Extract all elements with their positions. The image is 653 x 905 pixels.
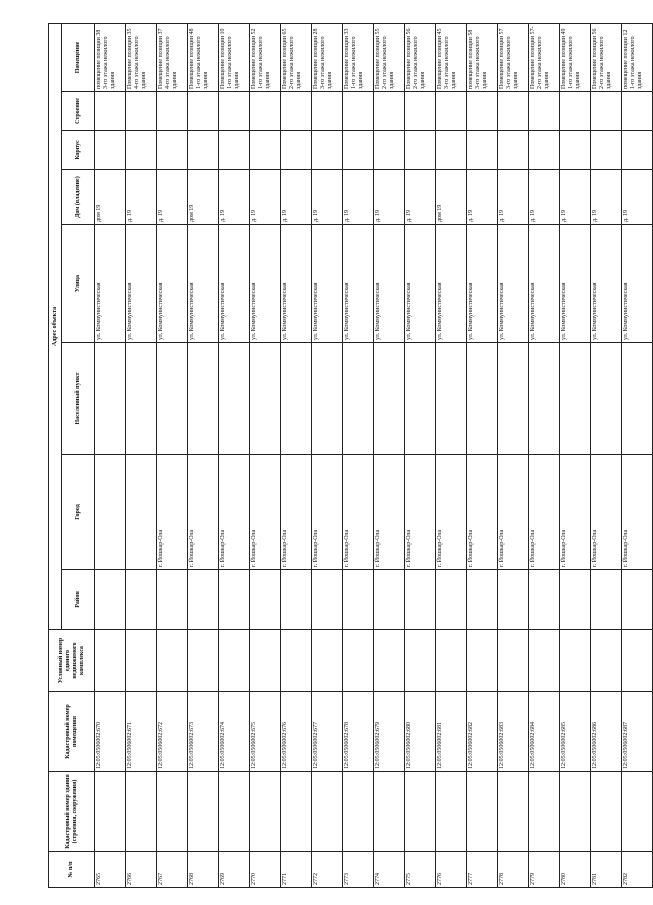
cell-street: ул. Коммунистическая <box>126 225 157 343</box>
cell-building-cadastral <box>95 772 126 852</box>
cell-room-cadastral: 12:05:0506002:684 <box>529 692 560 772</box>
cell-room-cadastral: 12:05:0506002:673 <box>188 692 219 772</box>
cell-num: 2772 <box>312 852 343 888</box>
table-row <box>126 23 157 887</box>
cell-house: д. 19 <box>591 170 622 225</box>
cell-corpus <box>467 131 498 170</box>
cell-room: Помещение позиции 65 2-го этажа нежилого здания <box>281 23 312 91</box>
cell-district <box>95 570 126 630</box>
header-district: Район <box>62 570 95 630</box>
cell-street: ул. Коммунистическая <box>591 225 622 343</box>
cell-district <box>281 570 312 630</box>
cell-building <box>405 92 436 131</box>
cell-room: Помещение позиции 55 2-го этажа нежилого здания <box>374 23 405 91</box>
table-row <box>312 23 343 887</box>
cell-complex-number <box>250 630 281 692</box>
cell-room: Помещение позиции 37 4-го этажа нежилого здания <box>157 23 188 91</box>
cell-house: д. 19 <box>560 170 591 225</box>
header-settlement: Населенный пункт <box>62 343 95 455</box>
cell-street: ул. Коммунистическая <box>405 225 436 343</box>
cell-room-cadastral: 12:05:0506002:681 <box>436 692 467 772</box>
cell-complex-number <box>467 630 498 692</box>
cell-house: дом 19 <box>95 170 126 225</box>
header-room-cadastral: Кадастровый номер помещения <box>49 692 95 772</box>
cell-room: помещение позиции 58 3-го этажа нежилого здания <box>467 23 498 91</box>
cell-settlement <box>126 343 157 455</box>
cell-room-cadastral: 12:05:0506002:675 <box>250 692 281 772</box>
cell-building-cadastral <box>560 772 591 852</box>
cell-building <box>467 92 498 131</box>
header-corpus: Корпус <box>62 131 95 170</box>
cell-room-cadastral: 12:05:0506002:685 <box>560 692 591 772</box>
table-row <box>622 23 653 887</box>
table-row <box>529 23 560 887</box>
cell-street: ул. Коммунистическая <box>529 225 560 343</box>
cell-building-cadastral <box>374 772 405 852</box>
table-row <box>188 23 219 887</box>
cell-complex-number <box>219 630 250 692</box>
cell-settlement <box>281 343 312 455</box>
cell-district <box>343 570 374 630</box>
cell-settlement <box>157 343 188 455</box>
cell-street: ул. Коммунистическая <box>436 225 467 343</box>
cell-house: д. 19 <box>529 170 560 225</box>
cell-settlement <box>498 343 529 455</box>
cell-building <box>250 92 281 131</box>
cell-settlement <box>343 343 374 455</box>
register-table <box>48 23 653 888</box>
cell-city <box>126 455 157 570</box>
cell-corpus <box>126 131 157 170</box>
cell-complex-number <box>591 630 622 692</box>
cell-num: 2776 <box>436 852 467 888</box>
cell-house: д. 19 <box>622 170 653 225</box>
cell-building <box>560 92 591 131</box>
cell-room-cadastral: 12:05:0506002:674 <box>219 692 250 772</box>
table-row <box>157 23 188 887</box>
cell-settlement <box>560 343 591 455</box>
cell-room-cadastral: 12:05:0506002:671 <box>126 692 157 772</box>
cell-city <box>95 455 126 570</box>
cell-complex-number <box>560 630 591 692</box>
cell-settlement <box>622 343 653 455</box>
cell-num: 2782 <box>622 852 653 888</box>
cell-house: д. 19 <box>312 170 343 225</box>
cell-district <box>498 570 529 630</box>
cell-district <box>622 570 653 630</box>
cell-corpus <box>498 131 529 170</box>
cell-room-cadastral: 12:05:0506002:679 <box>374 692 405 772</box>
cell-room: Помещение позиции 57-2-го этажа нежилого здания <box>529 23 560 91</box>
cell-num: 2778 <box>498 852 529 888</box>
cell-street: ул. Коммунистическая <box>219 225 250 343</box>
cell-street: ул. Коммунистическая <box>467 225 498 343</box>
cell-corpus <box>157 131 188 170</box>
cell-building-cadastral <box>467 772 498 852</box>
cell-house: д. 19 <box>250 170 281 225</box>
cell-district <box>529 570 560 630</box>
cell-room-cadastral: 12:05:0506002:687 <box>622 692 653 772</box>
cell-complex-number <box>343 630 374 692</box>
cell-corpus <box>622 131 653 170</box>
cell-house: д. 19 <box>343 170 374 225</box>
cell-complex-number <box>405 630 436 692</box>
cell-street: ул. Коммунистическая <box>498 225 529 343</box>
cell-settlement <box>312 343 343 455</box>
cell-room-cadastral: 12:05:0506002:672 <box>157 692 188 772</box>
cell-city: г. Йошкар-Ола <box>312 455 343 570</box>
cell-room: Помещение позиции 57 3-го этажа нежилого здания <box>498 23 529 91</box>
cell-room: Помещение позиции 56 2-го этажа нежилого здания <box>591 23 622 91</box>
cell-city: г. Йошкар-Ола <box>436 455 467 570</box>
cell-room: Помещение позиции 45 3-го этажа нежилого здания <box>436 23 467 91</box>
cell-city: г. Йошкар-Ола <box>374 455 405 570</box>
header-num: № п/п <box>49 852 95 888</box>
cell-building <box>498 92 529 131</box>
table-row <box>95 23 126 887</box>
cell-complex-number <box>95 630 126 692</box>
cell-city: г. Йошкар-Ола <box>281 455 312 570</box>
cell-corpus <box>95 131 126 170</box>
cell-settlement <box>219 343 250 455</box>
cell-complex-number <box>126 630 157 692</box>
header-house: Дом (владение) <box>62 170 95 225</box>
header-row-1 <box>49 23 62 887</box>
cell-num: 2771 <box>281 852 312 888</box>
cell-building <box>219 92 250 131</box>
cell-room: Помещение позиции 35 4-го этажа нежилого здания <box>126 23 157 91</box>
cell-building <box>126 92 157 131</box>
cell-settlement <box>250 343 281 455</box>
cell-city: г. Йошкар-Ола <box>343 455 374 570</box>
cell-room-cadastral: 12:05:0506002:678 <box>343 692 374 772</box>
cell-street: ул. Коммунистическая <box>250 225 281 343</box>
header-street: Улица <box>62 225 95 343</box>
cell-num: 2768 <box>188 852 219 888</box>
cell-building-cadastral <box>529 772 560 852</box>
cell-street: ул. Коммунистическая <box>312 225 343 343</box>
cell-settlement <box>436 343 467 455</box>
cell-settlement <box>467 343 498 455</box>
rotated-table-container <box>48 24 643 888</box>
cell-city: г. Йошкар-Ола <box>560 455 591 570</box>
cell-room-cadastral: 12:05:0506002:680 <box>405 692 436 772</box>
cell-corpus <box>281 131 312 170</box>
cell-complex-number <box>498 630 529 692</box>
cell-settlement <box>374 343 405 455</box>
cell-house: д. 19 <box>126 170 157 225</box>
cell-building <box>343 92 374 131</box>
cell-settlement <box>95 343 126 455</box>
cell-district <box>188 570 219 630</box>
cell-building-cadastral <box>281 772 312 852</box>
table-row <box>498 23 529 887</box>
cell-building-cadastral <box>312 772 343 852</box>
cell-street: ул. Коммунистическая <box>188 225 219 343</box>
cell-building <box>188 92 219 131</box>
cell-room: помещение позиции 38 3-го этажа нежилого здания <box>95 23 126 91</box>
cell-district <box>405 570 436 630</box>
cell-district <box>312 570 343 630</box>
table-row <box>343 23 374 887</box>
cell-house: д. 19 <box>157 170 188 225</box>
cell-num: 2777 <box>467 852 498 888</box>
cell-complex-number <box>281 630 312 692</box>
cell-room: Помещение позиции 10 1-го этажа нежилого здания <box>219 23 250 91</box>
cell-complex-number <box>622 630 653 692</box>
cell-room-cadastral: 12:05:0506002:683 <box>498 692 529 772</box>
header-address-group: Адрес объекта <box>49 23 62 629</box>
cell-building <box>622 92 653 131</box>
cell-complex-number <box>188 630 219 692</box>
cell-complex-number <box>374 630 405 692</box>
cell-house: д. 19 <box>467 170 498 225</box>
cell-corpus <box>250 131 281 170</box>
cell-building <box>529 92 560 131</box>
cell-corpus <box>374 131 405 170</box>
table-row <box>281 23 312 887</box>
cell-building-cadastral <box>126 772 157 852</box>
cell-room-cadastral: 12:05:0506002:676 <box>281 692 312 772</box>
cell-room: Помещение позиции 52 1-го этажа нежилого здания <box>250 23 281 91</box>
cell-building-cadastral <box>498 772 529 852</box>
table-row <box>250 23 281 887</box>
cell-street: ул. Коммунистическая <box>560 225 591 343</box>
cell-street: ул. Коммунистическая <box>157 225 188 343</box>
cell-building <box>591 92 622 131</box>
cell-building-cadastral <box>188 772 219 852</box>
cell-corpus <box>591 131 622 170</box>
cell-room: Помещение позиции 49 1-го этажа нежилого здания <box>560 23 591 91</box>
cell-street: ул. Коммунистическая <box>622 225 653 343</box>
cell-room: Помещение позиции 48 1-го этажа нежилого здания <box>188 23 219 91</box>
cell-complex-number <box>312 630 343 692</box>
cell-city: г. Йошкар-Ола <box>250 455 281 570</box>
cell-house: дом 19 <box>188 170 219 225</box>
cell-street: ул. Коммунистическая <box>95 225 126 343</box>
cell-num: 2780 <box>560 852 591 888</box>
cell-building <box>95 92 126 131</box>
header-building-cadastral: Кадастровый номер здания (строения, сооружения) <box>49 772 95 852</box>
cell-district <box>591 570 622 630</box>
cell-building <box>374 92 405 131</box>
cell-house: дом 19 <box>436 170 467 225</box>
cell-room-cadastral: 12:05:0506002:682 <box>467 692 498 772</box>
cell-room: Помещение позиции 28 3-го этажа нежилого здания <box>312 23 343 91</box>
cell-corpus <box>405 131 436 170</box>
cell-building <box>436 92 467 131</box>
table-row <box>560 23 591 887</box>
table-row <box>219 23 250 887</box>
cell-district <box>126 570 157 630</box>
cell-city: г. Йошкар-Ола <box>219 455 250 570</box>
cell-room: помещение позиции 12 1-го этажа нежилого здания <box>622 23 653 91</box>
header-complex-number: Условный номер единого недвижимого комплекса <box>49 630 95 692</box>
cell-city: г. Йошкар-Ола <box>467 455 498 570</box>
cell-building-cadastral <box>436 772 467 852</box>
table-body <box>95 23 653 887</box>
cell-num: 2765 <box>95 852 126 888</box>
cell-num: 2775 <box>405 852 436 888</box>
cell-num: 2769 <box>219 852 250 888</box>
cell-building <box>312 92 343 131</box>
cell-house: д. 19 <box>219 170 250 225</box>
cell-corpus <box>436 131 467 170</box>
cell-settlement <box>591 343 622 455</box>
cell-num: 2770 <box>250 852 281 888</box>
cell-city: г. Йошкар-Ола <box>498 455 529 570</box>
cell-corpus <box>312 131 343 170</box>
cell-district <box>560 570 591 630</box>
cell-street: ул. Коммунистическая <box>343 225 374 343</box>
cell-building-cadastral <box>250 772 281 852</box>
cell-building <box>157 92 188 131</box>
cell-corpus <box>560 131 591 170</box>
cell-house: д. 19 <box>374 170 405 225</box>
header-room: Помещение <box>62 23 95 91</box>
cell-street: ул. Коммунистическая <box>281 225 312 343</box>
cell-settlement <box>188 343 219 455</box>
cell-building-cadastral <box>343 772 374 852</box>
cell-complex-number <box>436 630 467 692</box>
table-row <box>436 23 467 887</box>
cell-room-cadastral: 12:05:0506002:677 <box>312 692 343 772</box>
cell-house: д. 19 <box>405 170 436 225</box>
cell-building <box>281 92 312 131</box>
cell-street: ул. Коммунистическая <box>374 225 405 343</box>
cell-room-cadastral: 12:05:0506002:670 <box>95 692 126 772</box>
cell-corpus <box>343 131 374 170</box>
cell-city: г. Йошкар-Ола <box>622 455 653 570</box>
cell-corpus <box>529 131 560 170</box>
cell-house: д. 19 <box>498 170 529 225</box>
cell-district <box>436 570 467 630</box>
cell-district <box>219 570 250 630</box>
cell-district <box>157 570 188 630</box>
cell-complex-number <box>529 630 560 692</box>
cell-building-cadastral <box>622 772 653 852</box>
cell-house: д. 19 <box>281 170 312 225</box>
cell-city: г. Йошкар-Ола <box>529 455 560 570</box>
cell-city: г. Йошкар-Ола <box>188 455 219 570</box>
cell-num: 2779 <box>529 852 560 888</box>
cell-room: Помещение позиции 33 1-го этажа нежилого здания <box>343 23 374 91</box>
cell-building-cadastral <box>405 772 436 852</box>
table-row <box>591 23 622 887</box>
cell-num: 2781 <box>591 852 622 888</box>
cell-city: г. Йошкар-Ола <box>405 455 436 570</box>
cell-building-cadastral <box>157 772 188 852</box>
cell-complex-number <box>157 630 188 692</box>
cell-num: 2774 <box>374 852 405 888</box>
cell-city: г. Йошкар-Ола <box>157 455 188 570</box>
cell-district <box>250 570 281 630</box>
cell-district <box>467 570 498 630</box>
cell-city: г. Йошкар-Ола <box>591 455 622 570</box>
cell-corpus <box>188 131 219 170</box>
cell-settlement <box>529 343 560 455</box>
header-building: Строение <box>62 92 95 131</box>
cell-room: Помещение позиции 56 2-го этажа нежилого здания <box>405 23 436 91</box>
cell-building-cadastral <box>591 772 622 852</box>
table-row <box>405 23 436 887</box>
cell-district <box>374 570 405 630</box>
header-city: Город <box>62 455 95 570</box>
cell-building-cadastral <box>219 772 250 852</box>
cell-settlement <box>405 343 436 455</box>
cell-num: 2773 <box>343 852 374 888</box>
table-row <box>374 23 405 887</box>
cell-num: 2767 <box>157 852 188 888</box>
cell-num: 2766 <box>126 852 157 888</box>
table-row <box>467 23 498 887</box>
cell-corpus <box>219 131 250 170</box>
cell-room-cadastral: 12:05:0506002:686 <box>591 692 622 772</box>
